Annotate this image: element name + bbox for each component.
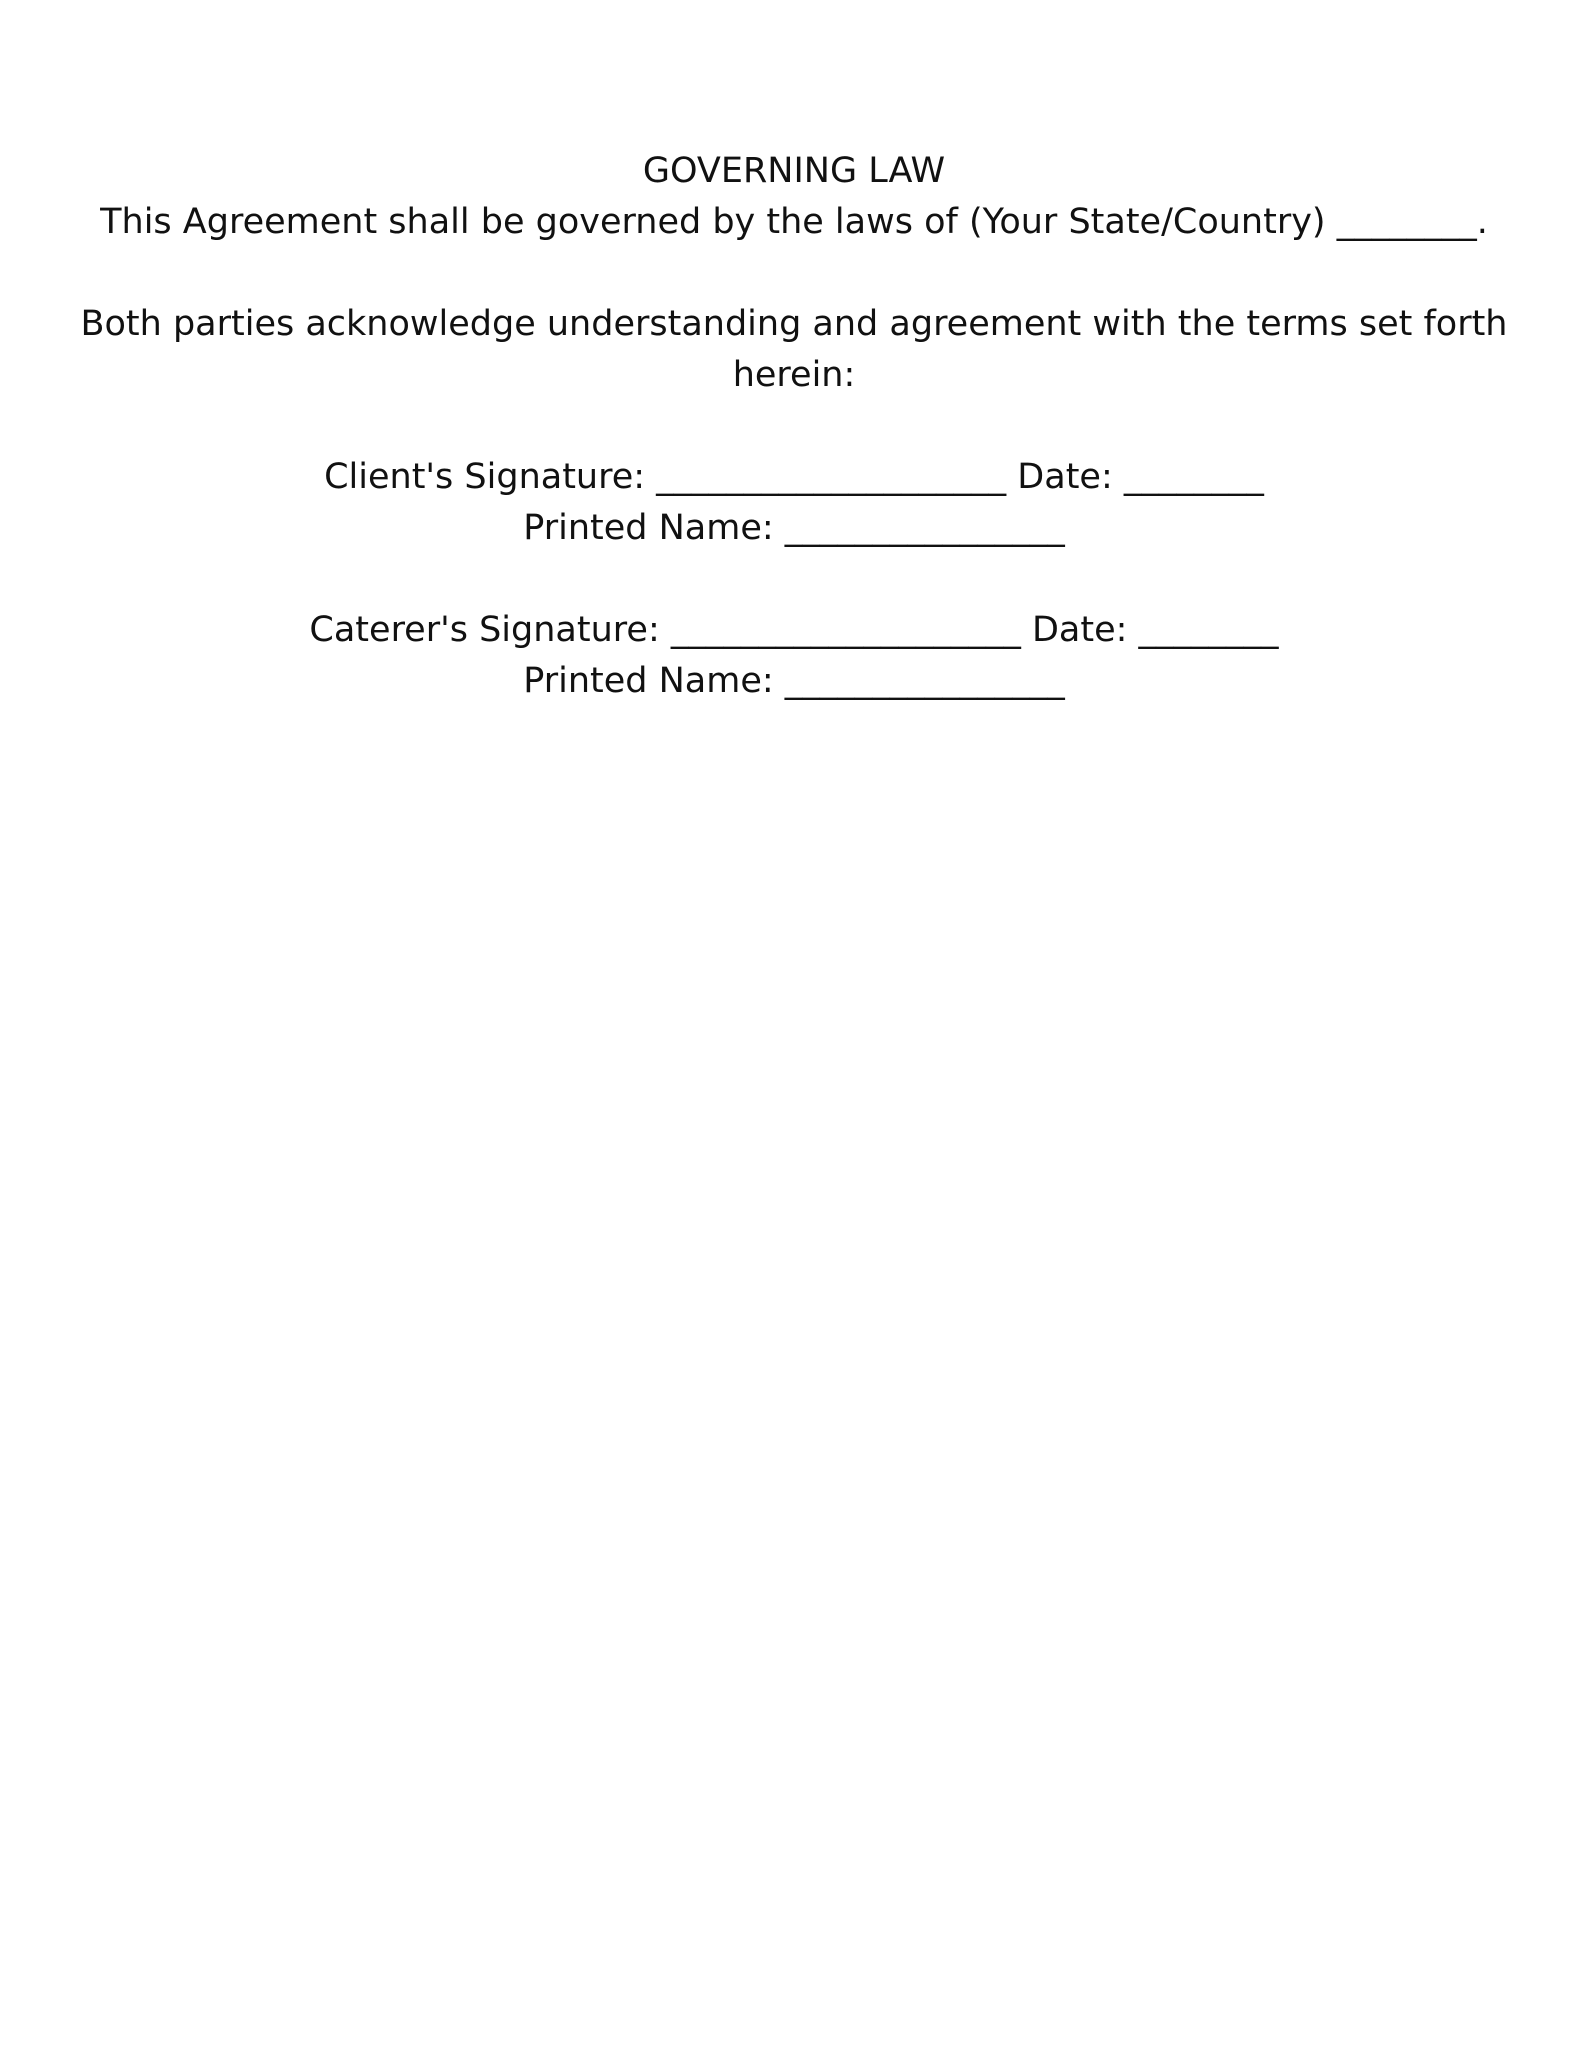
client-printed-name-line: Printed Name: ________________ — [523, 508, 1065, 548]
section-heading: GOVERNING LAW — [642, 151, 946, 191]
client-signature-line: Client's Signature: ____________________ Date: ________ — [324, 457, 1264, 497]
acknowledgement-text-line-1: Both parties acknowledge understanding and agreement with the terms set forth — [80, 304, 1508, 344]
acknowledgement-text-line-2: herein: — [732, 355, 856, 395]
governing-law-text: This Agreement shall be governed by the laws of (Your State/Country) ________. — [100, 202, 1488, 242]
caterer-signature-line: Caterer's Signature: ____________________ Date: ________ — [309, 610, 1279, 650]
caterer-printed-name-line: Printed Name: ________________ — [523, 661, 1065, 701]
